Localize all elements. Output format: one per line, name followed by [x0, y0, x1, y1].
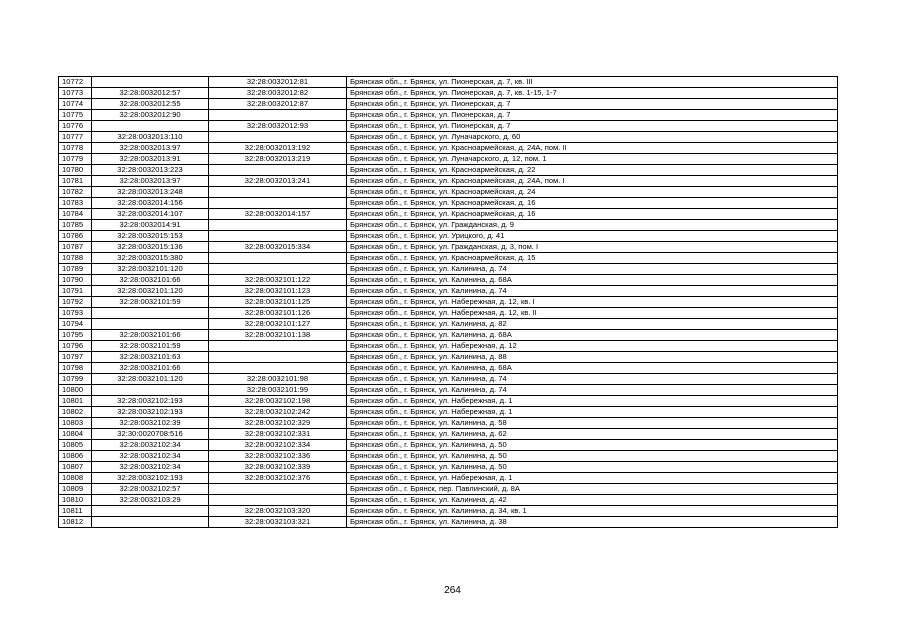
table-row	[59, 308, 838, 319]
cadastral-number-cell: 32:28:0032102:39	[92, 418, 209, 429]
table-row	[59, 330, 838, 341]
table-body	[59, 77, 838, 528]
cadastral-number-cell-2: 32:28:0032012:82	[209, 88, 347, 99]
address-cell: Брянская обл., г. Брянск, ул. Калинина, д. 50	[347, 440, 838, 451]
table-row	[59, 341, 838, 352]
row-number-cell: 10786	[59, 231, 92, 242]
table-row	[59, 198, 838, 209]
cadastral-number-cell: 32:28:0032012:57	[92, 88, 209, 99]
table-row	[59, 473, 838, 484]
address-cell: Брянская обл., г. Брянск, ул. Калинина, д. 68А	[347, 275, 838, 286]
cadastral-number-cell: 32:28:0032103:29	[92, 495, 209, 506]
address-cell: Брянская обл., г. Брянск, ул. Калинина, д. 74	[347, 264, 838, 275]
cadastral-number-cell	[92, 506, 209, 517]
address-cell: Брянская обл., г. Брянск, ул. Калинина, д. 58	[347, 418, 838, 429]
table-row	[59, 275, 838, 286]
cadastral-number-cell	[92, 308, 209, 319]
row-number-cell: 10798	[59, 363, 92, 374]
row-number-cell: 10811	[59, 506, 92, 517]
address-cell: Брянская обл., г. Брянск, ул. Калинина, д. 74	[347, 374, 838, 385]
address-cell: Брянская обл., г. Брянск, ул. Калинина, д. 42	[347, 495, 838, 506]
table-row	[59, 231, 838, 242]
table-row	[59, 352, 838, 363]
address-cell: Брянская обл., г. Брянск, ул. Красноармейская, д. 22	[347, 165, 838, 176]
address-cell: Брянская обл., г. Брянск, ул. Красноармейская, д. 24А, пом. I	[347, 176, 838, 187]
cadastral-number-cell-2	[209, 231, 347, 242]
row-number-cell: 10773	[59, 88, 92, 99]
table-row	[59, 220, 838, 231]
cadastral-number-cell: 32:30:0020708:516	[92, 429, 209, 440]
cadastral-table	[58, 76, 838, 528]
table-row	[59, 418, 838, 429]
row-number-cell: 10777	[59, 132, 92, 143]
table-row	[59, 187, 838, 198]
table-row	[59, 484, 838, 495]
cadastral-number-cell-2	[209, 132, 347, 143]
cadastral-number-cell-2: 32:28:0032015:334	[209, 242, 347, 253]
table-row	[59, 429, 838, 440]
row-number-cell: 10782	[59, 187, 92, 198]
cadastral-number-cell: 32:28:0032101:120	[92, 286, 209, 297]
cadastral-number-cell	[92, 385, 209, 396]
address-cell: Брянская обл., г. Брянск, пер. Павлинский, д. 8А	[347, 484, 838, 495]
cadastral-number-cell: 32:28:0032013:248	[92, 187, 209, 198]
address-cell: Брянская обл., г. Брянск, ул. Калинина, д. 50	[347, 451, 838, 462]
row-number-cell: 10802	[59, 407, 92, 418]
row-number-cell: 10789	[59, 264, 92, 275]
cadastral-number-cell-2	[209, 220, 347, 231]
address-cell: Брянская обл., г. Брянск, ул. Набережная, д. 1	[347, 396, 838, 407]
row-number-cell: 10810	[59, 495, 92, 506]
row-number-cell: 10797	[59, 352, 92, 363]
row-number-cell: 10808	[59, 473, 92, 484]
cadastral-number-cell: 32:28:0032013:110	[92, 132, 209, 143]
row-number-cell: 10796	[59, 341, 92, 352]
cadastral-number-cell: 32:28:0032102:34	[92, 462, 209, 473]
cadastral-number-cell: 32:28:0032012:90	[92, 110, 209, 121]
cadastral-number-cell-2: 32:28:0032101:138	[209, 330, 347, 341]
table-row	[59, 440, 838, 451]
cadastral-number-cell: 32:28:0032014:156	[92, 198, 209, 209]
table-row	[59, 451, 838, 462]
row-number-cell: 10807	[59, 462, 92, 473]
cadastral-number-cell-2: 32:28:0032014:157	[209, 209, 347, 220]
cadastral-number-cell: 32:28:0032012:55	[92, 99, 209, 110]
address-cell: Брянская обл., г. Брянск, ул. Красноармейская, д. 16	[347, 198, 838, 209]
row-number-cell: 10792	[59, 297, 92, 308]
row-number-cell: 10806	[59, 451, 92, 462]
cadastral-number-cell-2: 32:28:0032102:329	[209, 418, 347, 429]
cadastral-number-cell-2	[209, 253, 347, 264]
row-number-cell: 10790	[59, 275, 92, 286]
address-cell: Брянская обл., г. Брянск, ул. Набережная, д. 12, кв. II	[347, 308, 838, 319]
cadastral-number-cell	[92, 517, 209, 528]
table-row	[59, 297, 838, 308]
cadastral-number-cell-2: 32:28:0032101:122	[209, 275, 347, 286]
cadastral-number-cell-2: 32:28:0032101:125	[209, 297, 347, 308]
row-number-cell: 10793	[59, 308, 92, 319]
table-row	[59, 88, 838, 99]
cadastral-number-cell: 32:28:0032014:91	[92, 220, 209, 231]
row-number-cell: 10804	[59, 429, 92, 440]
table-row	[59, 396, 838, 407]
cadastral-number-cell-2: 32:28:0032102:242	[209, 407, 347, 418]
row-number-cell: 10795	[59, 330, 92, 341]
cadastral-number-cell: 32:28:0032101:66	[92, 275, 209, 286]
cadastral-number-cell-2: 32:28:0032101:126	[209, 308, 347, 319]
table-row	[59, 209, 838, 220]
cadastral-number-cell-2	[209, 484, 347, 495]
address-cell: Брянская обл., г. Брянск, ул. Калинина, д. 74	[347, 385, 838, 396]
address-cell: Брянская обл., г. Брянск, ул. Гражданская, д. 9	[347, 220, 838, 231]
cadastral-number-cell: 32:28:0032102:34	[92, 440, 209, 451]
table-row	[59, 462, 838, 473]
address-cell: Брянская обл., г. Брянск, ул. Калинина, д. 38	[347, 517, 838, 528]
table-row	[59, 143, 838, 154]
address-cell: Брянская обл., г. Брянск, ул. Гражданская, д. 3, пом. I	[347, 242, 838, 253]
cadastral-number-cell: 32:28:0032102:34	[92, 451, 209, 462]
cadastral-number-cell-2: 32:28:0032012:93	[209, 121, 347, 132]
cadastral-number-cell: 32:28:0032101:59	[92, 297, 209, 308]
cadastral-number-cell: 32:28:0032013:91	[92, 154, 209, 165]
address-cell: Брянская обл., г. Брянск, ул. Красноармейская, д. 24	[347, 187, 838, 198]
cadastral-number-cell-2: 32:28:0032101:127	[209, 319, 347, 330]
cadastral-number-cell-2: 32:28:0032101:99	[209, 385, 347, 396]
address-cell: Брянская обл., г. Брянск, ул. Калинина, д. 82	[347, 319, 838, 330]
address-cell: Брянская обл., г. Брянск, ул. Красноармейская, д. 24А, пом. II	[347, 143, 838, 154]
cadastral-number-cell: 32:28:0032102:193	[92, 396, 209, 407]
address-cell: Брянская обл., г. Брянск, ул. Набережная, д. 12	[347, 341, 838, 352]
address-cell: Брянская обл., г. Брянск, ул. Пионерская, д. 7, кв. 1-15, 1-7	[347, 88, 838, 99]
row-number-cell: 10812	[59, 517, 92, 528]
row-number-cell: 10809	[59, 484, 92, 495]
address-cell: Брянская обл., г. Брянск, ул. Урицкого, д. 41	[347, 231, 838, 242]
cadastral-number-cell	[92, 319, 209, 330]
row-number-cell: 10783	[59, 198, 92, 209]
table-row	[59, 506, 838, 517]
row-number-cell: 10801	[59, 396, 92, 407]
cadastral-number-cell-2	[209, 110, 347, 121]
row-number-cell: 10799	[59, 374, 92, 385]
table-row	[59, 77, 838, 88]
table-row	[59, 374, 838, 385]
cadastral-number-cell-2	[209, 198, 347, 209]
table-row	[59, 154, 838, 165]
row-number-cell: 10794	[59, 319, 92, 330]
row-number-cell: 10774	[59, 99, 92, 110]
cadastral-number-cell: 32:28:0032101:120	[92, 374, 209, 385]
address-cell: Брянская обл., г. Брянск, ул. Луначарского, д. 12, пом. 1	[347, 154, 838, 165]
cadastral-number-cell: 32:28:0032015:136	[92, 242, 209, 253]
table-row	[59, 121, 838, 132]
table-row	[59, 517, 838, 528]
address-cell: Брянская обл., г. Брянск, ул. Калинина, д. 50	[347, 462, 838, 473]
cadastral-number-cell-2: 32:28:0032013:192	[209, 143, 347, 154]
table-row	[59, 242, 838, 253]
cadastral-number-cell-2	[209, 264, 347, 275]
row-number-cell: 10772	[59, 77, 92, 88]
table-row	[59, 165, 838, 176]
row-number-cell: 10779	[59, 154, 92, 165]
cadastral-number-cell: 32:28:0032015:153	[92, 231, 209, 242]
cadastral-number-cell: 32:28:0032101:120	[92, 264, 209, 275]
row-number-cell: 10775	[59, 110, 92, 121]
address-cell: Брянская обл., г. Брянск, ул. Калинина, д. 68А	[347, 363, 838, 374]
cadastral-number-cell-2	[209, 352, 347, 363]
table-row	[59, 176, 838, 187]
row-number-cell: 10787	[59, 242, 92, 253]
row-number-cell: 10785	[59, 220, 92, 231]
cadastral-number-cell: 32:28:0032101:66	[92, 363, 209, 374]
cadastral-number-cell: 32:28:0032101:66	[92, 330, 209, 341]
table-row	[59, 495, 838, 506]
cadastral-number-cell: 32:28:0032015:380	[92, 253, 209, 264]
address-cell: Брянская обл., г. Брянск, ул. Пионерская, д. 7	[347, 110, 838, 121]
cadastral-number-cell-2: 32:28:0032101:98	[209, 374, 347, 385]
cadastral-number-cell-2: 32:28:0032013:241	[209, 176, 347, 187]
address-cell: Брянская обл., г. Брянск, ул. Набережная, д. 1	[347, 407, 838, 418]
row-number-cell: 10803	[59, 418, 92, 429]
address-cell: Брянская обл., г. Брянск, ул. Красноармейская, д. 15	[347, 253, 838, 264]
table-row	[59, 253, 838, 264]
table-row	[59, 319, 838, 330]
row-number-cell: 10800	[59, 385, 92, 396]
table-row	[59, 264, 838, 275]
cadastral-number-cell-2: 32:28:0032103:320	[209, 506, 347, 517]
cadastral-number-cell-2	[209, 341, 347, 352]
address-cell: Брянская обл., г. Брянск, ул. Калинина, д. 62	[347, 429, 838, 440]
cadastral-number-cell: 32:28:0032013:97	[92, 176, 209, 187]
cadastral-number-cell-2	[209, 495, 347, 506]
address-cell: Брянская обл., г. Брянск, ул. Калинина, д. 74	[347, 286, 838, 297]
cadastral-number-cell	[92, 77, 209, 88]
cadastral-number-cell-2: 32:28:0032012:87	[209, 99, 347, 110]
cadastral-number-cell: 32:28:0032013:223	[92, 165, 209, 176]
cadastral-number-cell: 32:28:0032101:59	[92, 341, 209, 352]
address-cell: Брянская обл., г. Брянск, ул. Калинина, д. 34, кв. 1	[347, 506, 838, 517]
table-row	[59, 286, 838, 297]
cadastral-number-cell-2	[209, 363, 347, 374]
cadastral-number-cell-2: 32:28:0032101:123	[209, 286, 347, 297]
table-row	[59, 385, 838, 396]
address-cell: Брянская обл., г. Брянск, ул. Пионерская, д. 7, кв. III	[347, 77, 838, 88]
cadastral-number-cell-2	[209, 187, 347, 198]
table-row	[59, 99, 838, 110]
row-number-cell: 10781	[59, 176, 92, 187]
address-cell: Брянская обл., г. Брянск, ул. Набережная, д. 12, кв. I	[347, 297, 838, 308]
address-cell: Брянская обл., г. Брянск, ул. Красноармейская, д. 16	[347, 209, 838, 220]
row-number-cell: 10780	[59, 165, 92, 176]
table-row	[59, 363, 838, 374]
table-row	[59, 407, 838, 418]
cadastral-number-cell-2: 32:28:0032102:334	[209, 440, 347, 451]
cadastral-number-cell	[92, 121, 209, 132]
cadastral-number-cell-2: 32:28:0032102:331	[209, 429, 347, 440]
row-number-cell: 10776	[59, 121, 92, 132]
cadastral-number-cell: 32:28:0032102:193	[92, 473, 209, 484]
cadastral-number-cell-2: 32:28:0032013:219	[209, 154, 347, 165]
cadastral-number-cell: 32:28:0032101:63	[92, 352, 209, 363]
cadastral-number-cell-2: 32:28:0032102:198	[209, 396, 347, 407]
cadastral-number-cell: 32:28:0032014:107	[92, 209, 209, 220]
cadastral-number-cell-2	[209, 165, 347, 176]
table-row	[59, 132, 838, 143]
cadastral-number-cell: 32:28:0032102:193	[92, 407, 209, 418]
address-cell: Брянская обл., г. Брянск, ул. Луначарского, д. 60	[347, 132, 838, 143]
page-number: 264	[444, 585, 461, 596]
row-number-cell: 10788	[59, 253, 92, 264]
address-cell: Брянская обл., г. Брянск, ул. Пионерская, д. 7	[347, 121, 838, 132]
table-row	[59, 110, 838, 121]
cadastral-number-cell: 32:28:0032102:57	[92, 484, 209, 495]
cadastral-number-cell-2: 32:28:0032102:376	[209, 473, 347, 484]
cadastral-number-cell-2: 32:28:0032103:321	[209, 517, 347, 528]
address-cell: Брянская обл., г. Брянск, ул. Набережная, д. 1	[347, 473, 838, 484]
cadastral-number-cell: 32:28:0032013:97	[92, 143, 209, 154]
cadastral-number-cell-2: 32:28:0032102:336	[209, 451, 347, 462]
cadastral-number-cell-2: 32:28:0032102:339	[209, 462, 347, 473]
document-table-container	[58, 76, 837, 528]
cadastral-number-cell-2: 32:28:0032012:81	[209, 77, 347, 88]
address-cell: Брянская обл., г. Брянск, ул. Пионерская, д. 7	[347, 99, 838, 110]
row-number-cell: 10784	[59, 209, 92, 220]
row-number-cell: 10805	[59, 440, 92, 451]
row-number-cell: 10778	[59, 143, 92, 154]
address-cell: Брянская обл., г. Брянск, ул. Калинина, д. 68А	[347, 330, 838, 341]
address-cell: Брянская обл., г. Брянск, ул. Калинина, д. 88	[347, 352, 838, 363]
row-number-cell: 10791	[59, 286, 92, 297]
